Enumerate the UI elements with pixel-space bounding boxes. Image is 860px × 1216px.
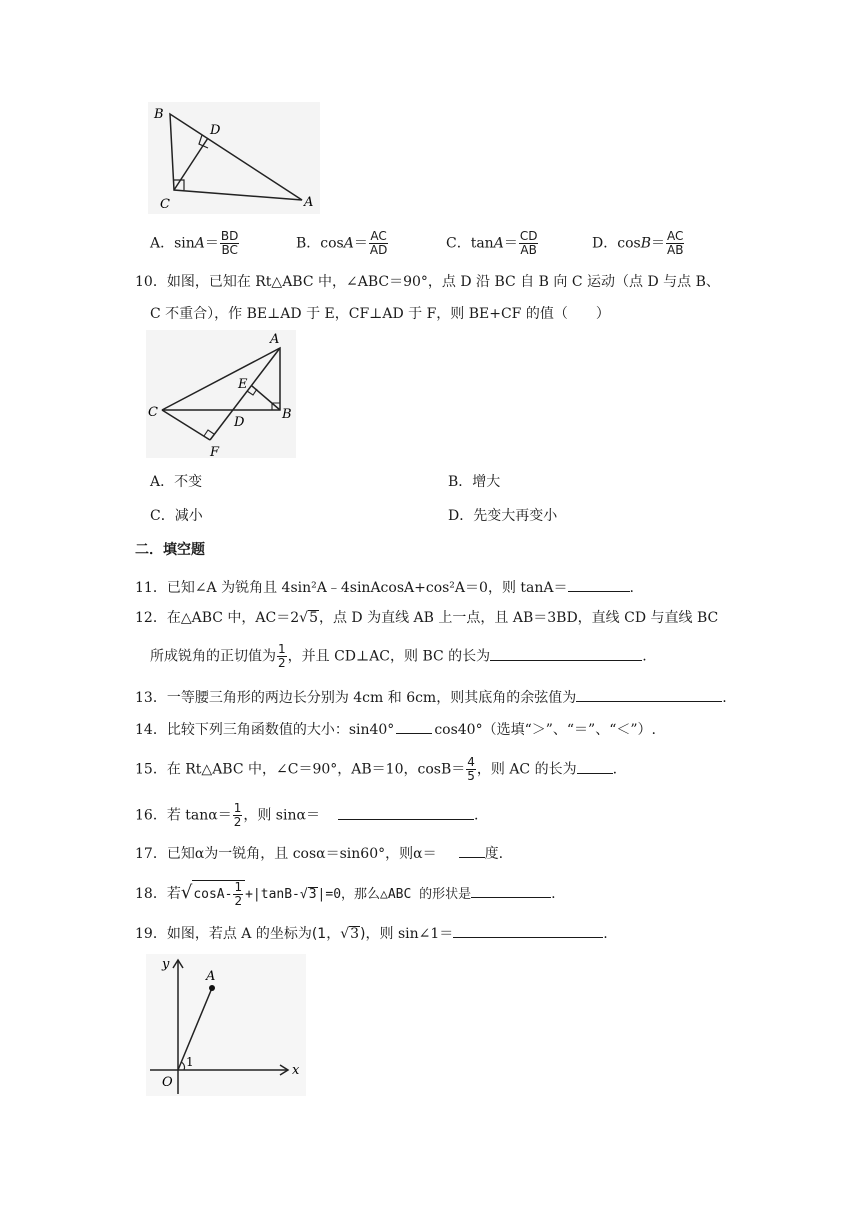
label-e: E <box>238 377 248 392</box>
label-x: x <box>292 1063 300 1078</box>
figure-q10-triangle <box>146 330 296 460</box>
answer-blank <box>490 646 642 661</box>
q10-option-a: A．不变 <box>150 474 203 490</box>
q12-line2: 所成锐角的正切值为 $\frac{1}{2}$ ，并且 CD⊥AC，则 BC 的长为 . <box>150 642 647 670</box>
label-b: B <box>154 107 164 122</box>
q16: 16．若 tanα＝ $\frac{1}{2}$ ，则 sinα＝ . <box>135 801 479 829</box>
answer-blank <box>338 805 474 820</box>
q10-option-c: C．减小 <box>150 508 203 524</box>
q10-option-d: D．先变大再变小 <box>448 508 558 524</box>
label-a: A <box>304 195 314 210</box>
q14: 14．比较下列三角函数值的大小：sin40° cos40°（选填“＞”、“＝”、“＜”）. <box>135 718 656 742</box>
answer-blank <box>568 577 630 592</box>
answer-blank <box>577 759 613 774</box>
answer-blank <box>576 687 722 702</box>
q10-line2: C 不重合），作 BE⊥AD 于 E，CF⊥AD 于 F，则 BE+CF 的值（ ） <box>150 306 610 322</box>
label-b: B <box>282 407 292 422</box>
label-f: F <box>210 445 220 460</box>
section-heading-fill-in: 二．填空题 <box>135 542 205 558</box>
answer-blank <box>459 843 485 858</box>
figure-q19-coordinate <box>146 954 306 1098</box>
answer-blank <box>471 883 551 898</box>
figure-q9-triangle <box>148 102 320 214</box>
q9-option-b: B．cosA＝ $\frac{AC}{AD}$ <box>296 229 388 257</box>
label-angle-1: 1 <box>186 1055 194 1069</box>
q13: 13．一等腰三角形的两边长分别为 4cm 和 6cm，则其底角的余弦值为 . <box>135 686 727 710</box>
q11: 11．已知∠A 为锐角且 4sin²A﹣4sinAcosA+cos²A＝0，则 tanA＝ . <box>135 576 634 600</box>
answer-blank <box>453 923 603 938</box>
answer-blank <box>396 719 432 734</box>
label-d: D <box>234 415 245 430</box>
q9-option-a: A．sinA＝ $\frac{BD}{BC}$ <box>150 229 239 257</box>
label-c: C <box>160 197 170 212</box>
q10-option-b: B．增大 <box>448 474 501 490</box>
label-y: y <box>162 957 170 972</box>
label-c: C <box>148 405 158 420</box>
label-a: A <box>206 969 216 984</box>
q15: 15．在 Rt△ABC 中，∠C＝90°，AB＝10，cosB＝ $\frac{4}{5}$ ，则 AC 的长为 . <box>135 755 618 783</box>
label-d: D <box>210 123 221 138</box>
q9-option-d: D．cosB＝ $\frac{AC}{AB}$ <box>592 229 684 257</box>
label-a: A <box>270 332 280 347</box>
q10-line1: 10．如图，已知在 Rt△ABC 中，∠ABC＝90°，点 D 沿 BC 自 B 向 C 运动（点 D 与点 B、 <box>135 274 720 290</box>
q12-line1: 12．在△ABC 中，AC＝2√5，点 D 为直线 AB 上一点，且 AB＝3BD，直线 CD 与直线 BC <box>135 610 719 626</box>
q18: 18．若√cosA- $\frac{1}{2}$ +|tanB-√3|=0，那么△ABC 的形状是 . <box>135 880 556 908</box>
label-o: O <box>162 1075 173 1090</box>
q9-option-c: C．tanA＝ $\frac{CD}{AB}$ <box>446 229 538 257</box>
q19: 19．如图，若点 A 的坐标为(1，√3)，则 sin∠1＝ . <box>135 922 608 946</box>
q17: 17．已知α为一锐角，且 cosα＝sin60°，则α＝ 度. <box>135 842 503 866</box>
